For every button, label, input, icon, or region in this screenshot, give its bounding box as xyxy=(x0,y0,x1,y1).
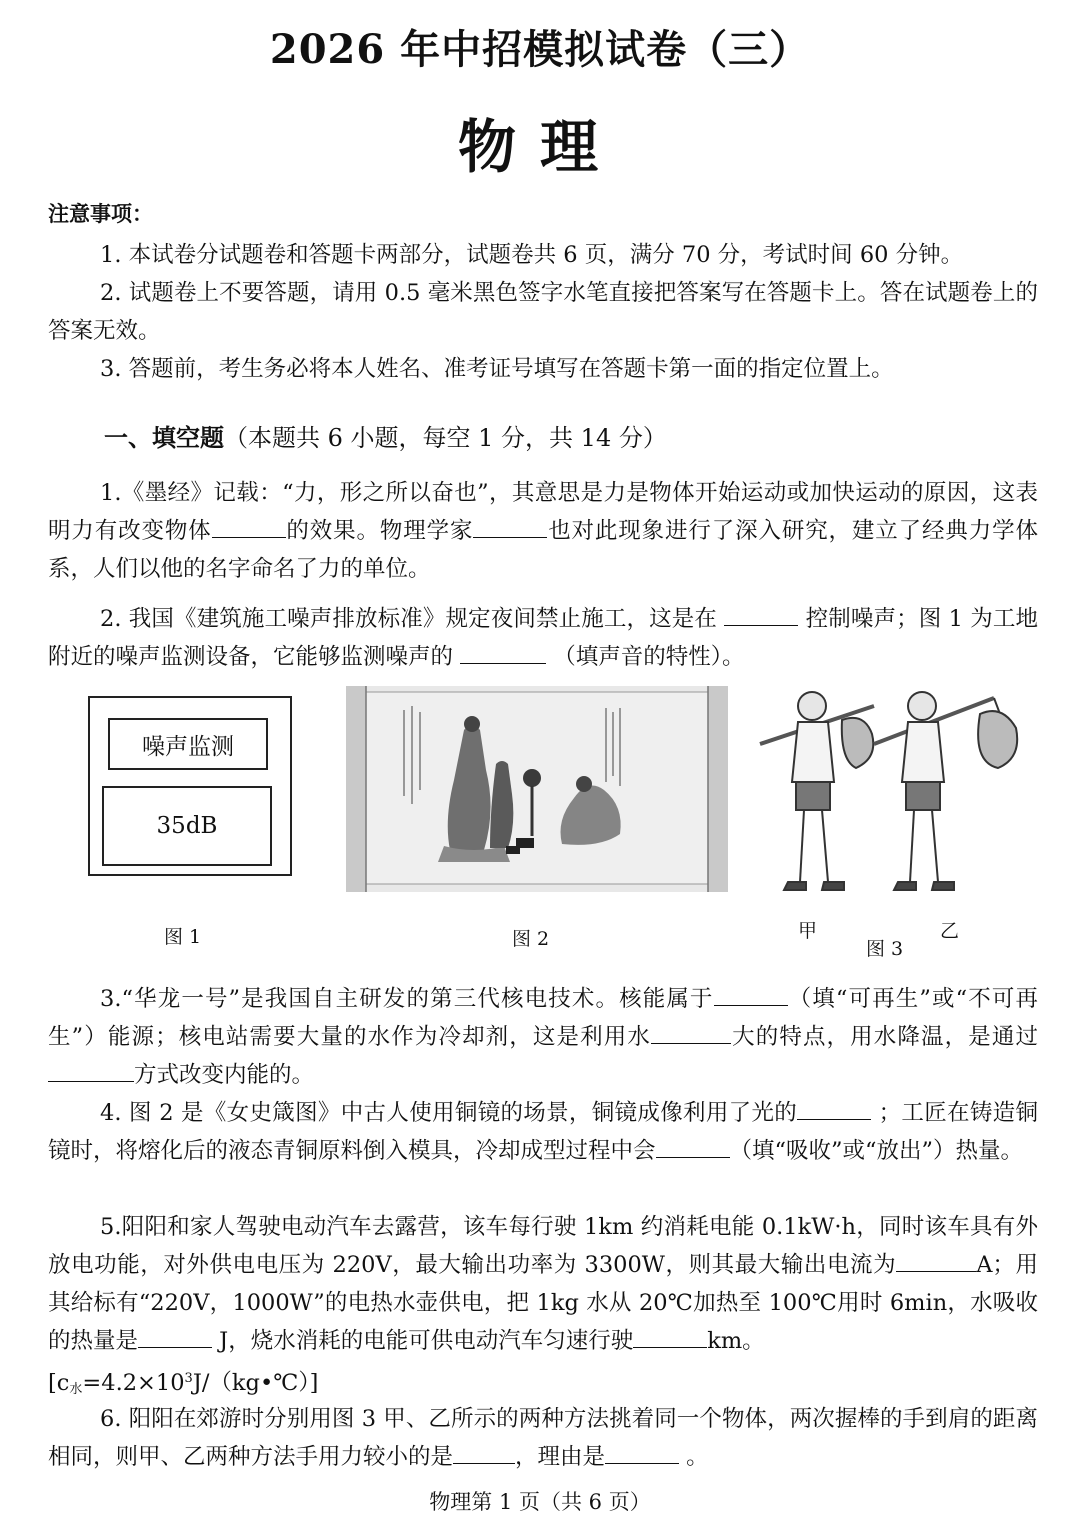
answer-blank xyxy=(453,1441,515,1464)
answer-blank xyxy=(896,1249,976,1272)
question-4: 4. 图 2 是《女史箴图》中古人使用铜镜的场景，铜镜成像利用了光的 ；工匠在铸造铜镜时，将熔化后的液态青铜原料倒入模具，冷却成型过程中会 （填“吸收”或“放出”）热量。 xyxy=(48,1094,1038,1170)
question-6: 6. 阳阳在郊游时分别用图 3 甲、乙所示的两种方法挑着同一个物体，两次握棒的手到肩的距离相同，则甲、乙两种方法手用力较小的是 ，理由是 。 xyxy=(48,1406,1038,1470)
answer-blank xyxy=(605,1441,679,1464)
figure-2-painting xyxy=(346,686,728,892)
figure-3-caption: 图 3 xyxy=(866,938,904,960)
figure-3-label-jia: 甲 xyxy=(798,920,818,942)
figure-2-caption: 图 2 xyxy=(512,928,550,950)
subject-title: 物理 xyxy=(457,113,622,181)
answer-blank xyxy=(473,515,547,538)
figure-1-caption: 图 1 xyxy=(164,926,202,948)
answer-blank xyxy=(48,1059,134,1082)
answer-blank xyxy=(651,1021,731,1044)
answer-blank xyxy=(797,1097,871,1120)
figure-1-noise-monitor xyxy=(88,696,292,876)
answer-blank xyxy=(656,1135,730,1158)
answer-blank xyxy=(138,1325,212,1348)
specific-heat-formula: $[c_水=4.2\times 10^3J/(kg•℃)]$ xyxy=(48,1370,319,1397)
answer-blank xyxy=(212,515,286,538)
answer-blank xyxy=(460,641,546,664)
noise-monitor-reading: 35dB xyxy=(102,786,272,866)
note-3: 3. 答题前，考生务必将本人姓名、准考证号填写在答题卡第一面的指定位置上。 xyxy=(100,356,894,382)
question-3: 3.“华龙一号”是我国自主研发的第三代核电技术。核能属于 （填“可再生”或“不可再生”）能源；核电站需要大量的水作为冷却剂，这是利用水 大的特点，用水降温，是通过方式改变内能的。 xyxy=(48,980,1038,1094)
answer-blank xyxy=(633,1325,707,1348)
question-2: 2. 我国《建筑施工噪声排放标准》规定夜间禁止施工，这是在 控制噪声；图 1 为工地附近的噪声监测设备，它能够监测噪声的 （填声音的特性）。 xyxy=(48,600,1038,676)
note-2: 2. 试题卷上不要答题，请用 0.5 毫米黑色签字水笔直接把答案写在答题卡上。答在试题卷上的答案无效。 xyxy=(48,280,1038,344)
boy-yi xyxy=(874,692,1017,890)
exam-title: 2026 年中招模拟试卷（三） xyxy=(269,26,811,73)
note-1: 1. 本试卷分试题卷和答题卡两部分，试题卷共 6 页，满分 70 分，考试时间 60 分钟。 xyxy=(100,242,964,268)
noise-monitor-label: 噪声监测 xyxy=(108,718,268,770)
figure-3-label-yi: 乙 xyxy=(940,920,960,942)
boy-jia xyxy=(760,692,874,890)
notes-heading: 注意事项： xyxy=(48,201,153,226)
page-footer: 物理第 1 页（共 6 页） xyxy=(429,1490,651,1514)
question-5: 5.阳阳和家人驾驶电动汽车去露营，该车每行驶 1km 约消耗电能 0.1kW·h，同时该车具有外放电功能，对外供电电压为 220V，最大输出功率为 3300W，则其最大输出电流为 A；用其给标有“220V，1000W”的电热水壶供电，把 1kg 水从 20℃加热至 100℃用时 6min，水吸收的热量是 J，烧水消耗的电能可供电动汽车匀速行驶 km。 $[c_水=4.2\times 10^3J/(kg•℃)]$ xyxy=(48,1214,1039,1397)
question-1: 1.《墨经》记载：“力，形之所以奋也”，其意思是力是物体开始运动或加快运动的原因，这表明力有改变物体 的效果。物理学家 也对此现象进行了深入研究，建立了经典力学体系，人们以他的名字命名了力的单位。 xyxy=(48,480,1038,582)
figure-3-carrying xyxy=(754,686,1054,906)
section-title: 一、填空题（本题共 6 小题，每空 1 分，共 14 分） xyxy=(104,423,667,452)
answer-blank xyxy=(724,603,798,626)
answer-blank xyxy=(714,983,788,1006)
